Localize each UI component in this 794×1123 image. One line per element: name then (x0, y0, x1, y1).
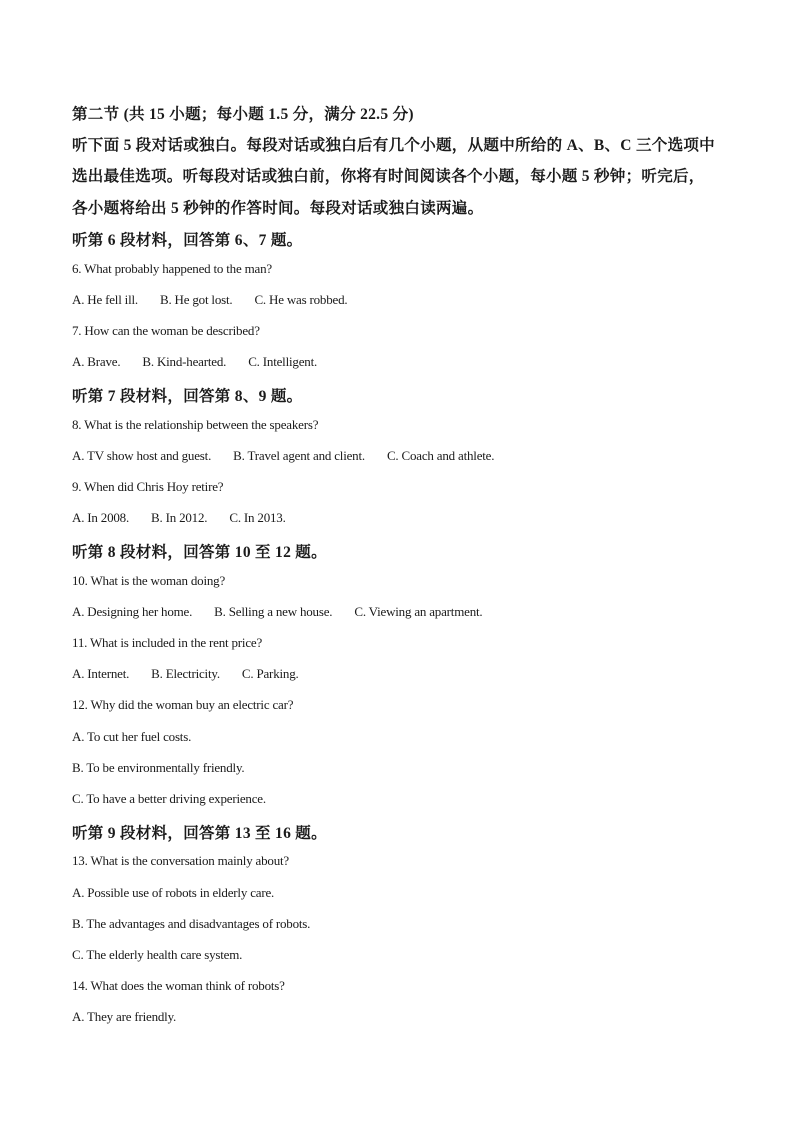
question-6-options (72, 292, 347, 308)
group-6-heading: 听第 6 段材料，回答第 6、7 题。 (72, 232, 303, 249)
question-9-option-a[interactable]: A. In 2008. (72, 510, 130, 525)
group-9-heading: 听第 9 段材料，回答第 13 至 16 题。 (72, 825, 327, 842)
question-7-options (72, 354, 317, 370)
question-12-option-a[interactable]: A. To cut her fuel costs. (72, 729, 192, 744)
question-10-stem: 10. What is the woman doing? (72, 573, 226, 588)
question-8-options (72, 448, 494, 464)
question-11-option-a[interactable]: A. Internet. (72, 666, 130, 681)
question-9-options (72, 510, 286, 526)
question-7-option-b[interactable]: B. Kind-hearted. (142, 354, 227, 369)
question-13-option-b[interactable]: B. The advantages and disadvantages of robots. (72, 916, 311, 931)
question-9-option-c[interactable]: C. In 2013. (229, 510, 286, 525)
question-13-option-c[interactable]: C. The elderly health care system. (72, 947, 243, 962)
question-7-option-c[interactable]: C. Intelligent. (248, 354, 318, 369)
question-10-option-b[interactable]: B. Selling a new house. (214, 604, 333, 619)
question-10-option-a[interactable]: A. Designing her home. (72, 604, 193, 619)
question-6-option-c[interactable]: C. He was robbed. (254, 292, 348, 307)
question-11-option-b[interactable]: B. Electricity. (151, 666, 220, 681)
question-10-option-c[interactable]: C. Viewing an apartment. (354, 604, 483, 619)
question-14-option-a[interactable]: A. They are friendly. (72, 1009, 177, 1024)
group-7-heading: 听第 7 段材料，回答第 8、9 题。 (72, 388, 303, 405)
question-9-stem: 9. When did Chris Hoy retire? (72, 479, 224, 494)
question-11-options (72, 666, 299, 682)
question-6-option-a[interactable]: A. He fell ill. (72, 292, 138, 307)
question-8-option-b[interactable]: B. Travel agent and client. (233, 448, 365, 463)
instructions-line-1: 听下面 5 段对话或独白。每段对话或独白后有几个小题，从题中所给的 A、B、C 三个选项中 (72, 137, 715, 154)
group-8-heading: 听第 8 段材料，回答第 10 至 12 题。 (72, 544, 327, 561)
question-12-stem: 12. Why did the woman buy an electric car? (72, 697, 294, 712)
question-8-option-c[interactable]: C. Coach and athlete. (386, 448, 495, 463)
instructions-line-3: 各小题将给出 5 秒钟的作答时间。每段对话或独白读两遍。 (72, 200, 484, 217)
question-11-stem: 11. What is included in the rent price? (72, 635, 263, 650)
question-7-option-a[interactable]: A. Brave. (72, 354, 121, 369)
question-6-stem: 6. What probably happened to the man? (72, 261, 272, 276)
question-13-stem: 13. What is the conversation mainly about? (72, 853, 289, 868)
question-11-option-c[interactable]: C. Parking. (241, 666, 299, 681)
question-14-stem: 14. What does the woman think of robots? (72, 978, 285, 993)
section-title: 第二节 (共 15 小题；每小题 1.5 分，满分 22.5 分) (72, 106, 414, 123)
question-8-stem: 8. What is the relationship between the speakers? (72, 417, 319, 432)
question-10-options (72, 604, 482, 620)
question-13-option-a[interactable]: A. Possible use of robots in elderly care. (72, 885, 275, 900)
question-9-option-b[interactable]: B. In 2012. (151, 510, 208, 525)
instructions-line-2: 选出最佳选项。听每段对话或独白前，你将有时间阅读各个小题，每小题 5 秒钟；听完后， (72, 168, 705, 185)
question-8-option-a[interactable]: A. TV show host and guest. (72, 448, 212, 463)
question-6-option-b[interactable]: B. He got lost. (159, 292, 233, 307)
question-12-option-b[interactable]: B. To be environmentally friendly. (72, 760, 245, 775)
question-12-option-c[interactable]: C. To have a better driving experience. (72, 791, 266, 806)
question-7-stem: 7. How can the woman be described? (72, 323, 260, 338)
